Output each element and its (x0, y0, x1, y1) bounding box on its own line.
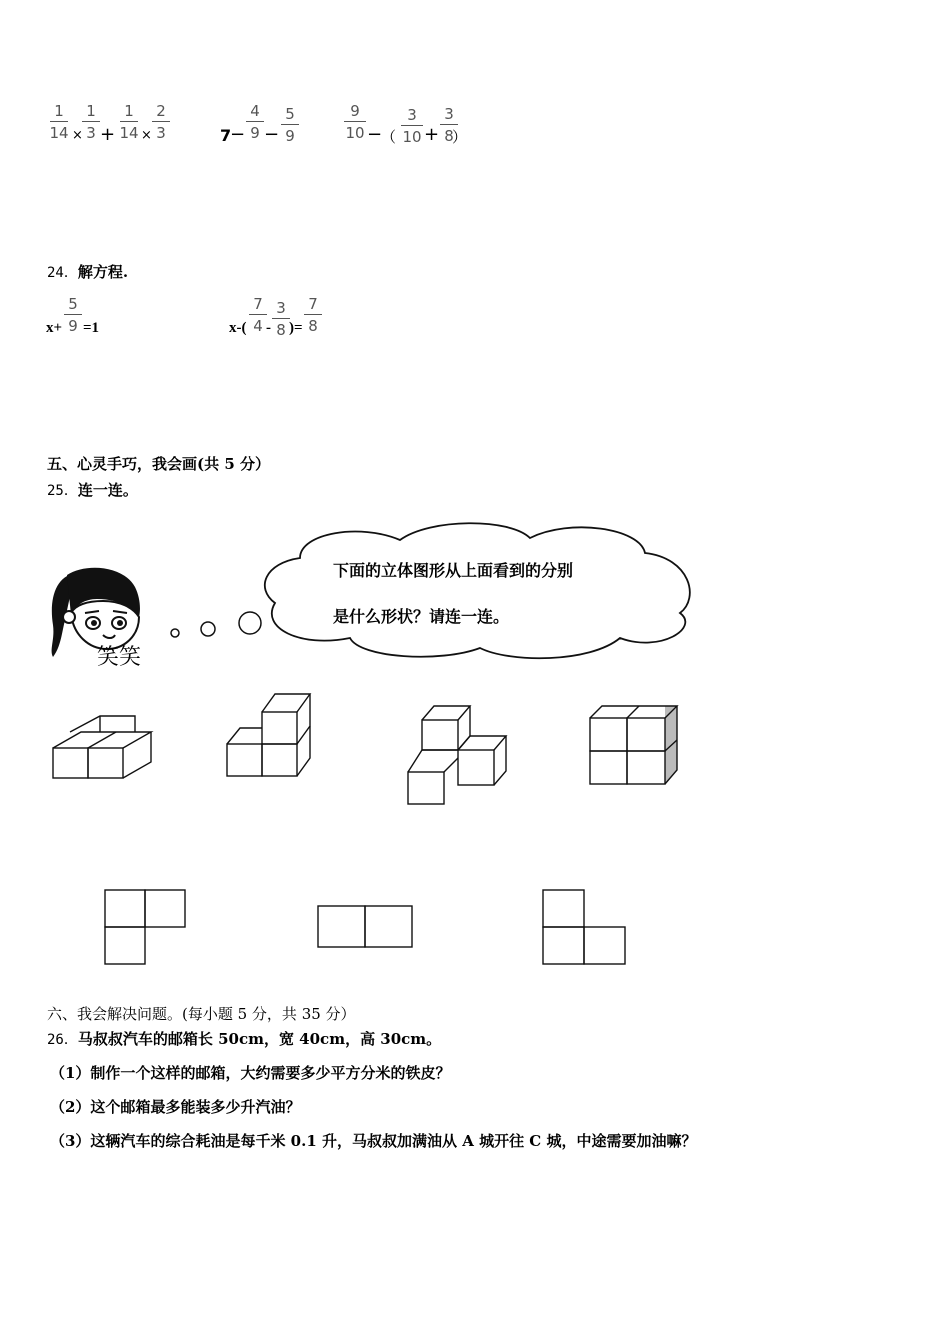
fraction: 1 14 (119, 102, 139, 142)
cube-figure-2 (222, 688, 322, 783)
fraction: 5 9 (279, 106, 301, 144)
speech-cloud (260, 518, 700, 663)
fraction: 3 10 (402, 106, 422, 146)
question-26-sub-3: （3）这辆汽车的综合耗油是每千米 0.1 升，马叔叔加满油从 A 城开往 C 城，中途需要加油嘛？ (50, 1132, 697, 1150)
fraction: 7 8 (302, 296, 324, 334)
cloud-text-line-2: 是什么形状？请连一连。 (333, 607, 510, 626)
cloud-text-line-1: 下面的立体图形从上面看到的分别 (333, 561, 574, 580)
section-5-title: 五、心灵手巧，我会画(共 5 分） (47, 455, 270, 473)
fraction: 2 3 (150, 103, 172, 141)
question-24-heading (47, 261, 128, 282)
close-paren: ） (452, 128, 468, 146)
question-title: 连一连。 (77, 481, 138, 499)
question-number: 26． (47, 1032, 78, 1048)
times-sign: × (72, 128, 83, 143)
fraction: 7 4 (247, 296, 269, 334)
cube-figure-3 (400, 700, 515, 810)
question-26-heading (47, 1028, 441, 1049)
question-number: 24． (47, 265, 78, 281)
fraction: 4 9 (244, 103, 266, 141)
minus-sign: − (264, 124, 280, 145)
question-number: 25． (47, 483, 78, 499)
cube-figure-4 (585, 700, 685, 790)
cube-figure-1 (45, 710, 155, 785)
open-paren: （ (381, 128, 397, 146)
fraction: 9 10 (345, 102, 365, 142)
minus-sign: − (367, 124, 383, 145)
equation-text: )= (289, 320, 303, 336)
fraction: 3 8 (438, 106, 460, 144)
equation-text: x+ (46, 320, 63, 336)
plus-sign: + (100, 124, 116, 145)
top-view-shape-2 (316, 904, 416, 950)
equation-text: x-( (229, 320, 247, 336)
top-view-shape-3 (541, 888, 629, 968)
number: 7 (220, 126, 232, 145)
question-26-sub-2: （2）这个邮箱最多能装多少升汽油？ (50, 1098, 301, 1116)
top-view-shape-1 (103, 888, 188, 968)
times-sign: × (141, 128, 152, 143)
plus-sign: + (424, 124, 440, 145)
thought-bubbles (165, 608, 265, 648)
equation-text: - (266, 320, 271, 336)
girl-caption: 笑笑 (97, 645, 142, 670)
question-25-heading (47, 479, 138, 500)
fraction: 3 8 (270, 300, 292, 338)
question-title: 解方程. (77, 263, 129, 281)
equation-text: =1 (83, 320, 100, 336)
question-title: 马叔叔汽车的邮箱长 50cm，宽 40cm，高 30cm。 (77, 1030, 442, 1048)
section-6-title: 六、我会解决问题。(每小题 5 分，共 35 分） (47, 1005, 356, 1023)
minus-sign: − (230, 124, 246, 145)
fraction: 1 14 (49, 102, 69, 142)
question-26-sub-1: （1）制作一个这样的邮箱，大约需要多少平方分米的铁皮？ (50, 1064, 451, 1082)
fraction: 5 9 (62, 296, 84, 334)
fraction: 1 3 (80, 103, 102, 141)
